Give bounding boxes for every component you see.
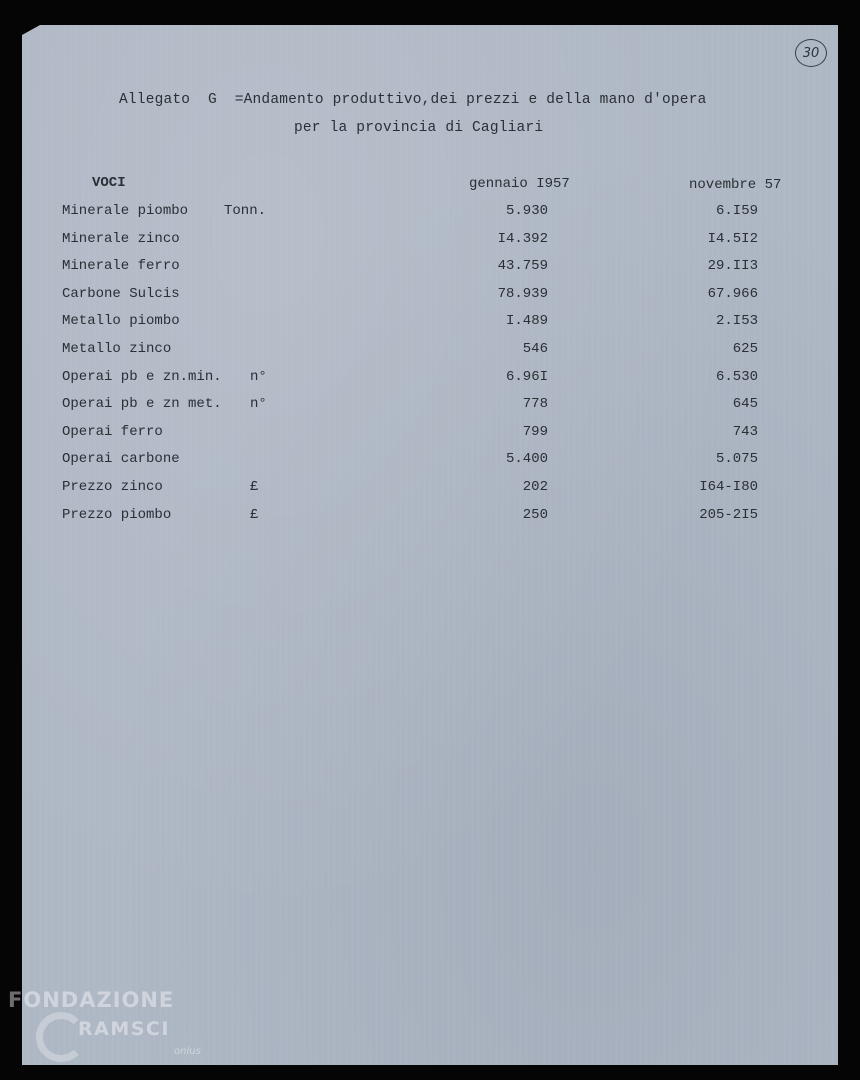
row-january-value: 43.759: [497, 258, 548, 275]
table-row: [22, 258, 838, 286]
row-november-value: 5.075: [715, 451, 758, 468]
row-november-value: 6.530: [715, 368, 758, 385]
row-november-value: 625: [732, 340, 758, 357]
watermark-line-1: FONDAZIONE: [8, 988, 175, 1012]
row-january-value: I4.392: [497, 230, 548, 247]
row-january-value: 5.930: [505, 203, 548, 219]
row-january-value: 202: [522, 478, 548, 495]
row-label: Operai pb e zn met.: [62, 396, 222, 413]
row-november-value: I4.5I2: [707, 230, 758, 247]
row-label: Carbone Sulcis: [62, 285, 180, 302]
table-row: [22, 313, 838, 341]
row-january-value: 778: [522, 396, 548, 413]
row-label: Minerale ferro: [62, 258, 180, 275]
table-row: [22, 424, 838, 452]
folded-corner: [22, 25, 40, 35]
table-row: [22, 507, 838, 535]
row-november-value: 2.I53: [715, 313, 758, 330]
row-november-value: 67.966: [707, 285, 758, 302]
row-label: Prezzo piombo: [62, 506, 172, 523]
data-table: [22, 203, 838, 534]
row-unit: n°: [250, 368, 267, 385]
row-january-value: 250: [522, 506, 548, 523]
header-voci: VOCI: [92, 175, 126, 191]
watermark-line-2: RAMSCI: [78, 1018, 170, 1040]
table-row: [22, 396, 838, 424]
row-label: Operai ferro: [62, 423, 163, 440]
row-label: Minerale piombo: [62, 203, 189, 219]
table-row: [22, 369, 838, 397]
row-november-value: 6.I59: [715, 203, 758, 219]
table-row: [22, 231, 838, 259]
row-november-value: 645: [732, 396, 758, 413]
row-label: Operai pb e zn.min.: [62, 368, 222, 385]
row-january-value: I.489: [505, 313, 548, 330]
table-row: [22, 203, 838, 231]
row-november-value: 743: [732, 423, 758, 440]
header-november-57: novembre 57: [689, 177, 782, 193]
table-row: [22, 286, 838, 314]
document-subtitle: per la provincia di Cagliari: [294, 120, 544, 136]
row-unit: £: [250, 478, 259, 495]
fondazione-gramsci-watermark: [8, 988, 218, 1068]
row-label: Metallo zinco: [62, 340, 172, 357]
row-january-value: 799: [522, 423, 548, 440]
header-january-1957: gennaio I957: [469, 176, 570, 192]
row-label: Operai carbone: [62, 451, 180, 468]
row-january-value: 6.96I: [505, 368, 548, 385]
table-row: [22, 451, 838, 479]
row-november-value: 29.II3: [707, 258, 758, 275]
row-january-value: 78.939: [497, 285, 548, 302]
watermark-onlus: onlus: [174, 1046, 201, 1057]
page-number: 30: [795, 39, 827, 67]
row-label: Minerale zinco: [62, 230, 180, 247]
row-november-value: I64-I80: [699, 478, 758, 495]
row-unit: £: [250, 506, 259, 523]
document-title: Allegato G =Andamento produttivo,dei prezzi e della mano d'opera: [119, 92, 707, 108]
row-january-value: 546: [522, 340, 548, 357]
table-row: [22, 341, 838, 369]
row-label: Prezzo zinco: [62, 478, 163, 495]
table-row: [22, 479, 838, 507]
row-label: Metallo piombo: [62, 313, 180, 330]
row-november-value: 205-2I5: [699, 506, 758, 523]
document-sheet: [22, 25, 838, 1065]
row-unit: Tonn.: [224, 203, 267, 219]
row-january-value: 5.400: [505, 451, 548, 468]
row-unit: n°: [250, 396, 267, 413]
